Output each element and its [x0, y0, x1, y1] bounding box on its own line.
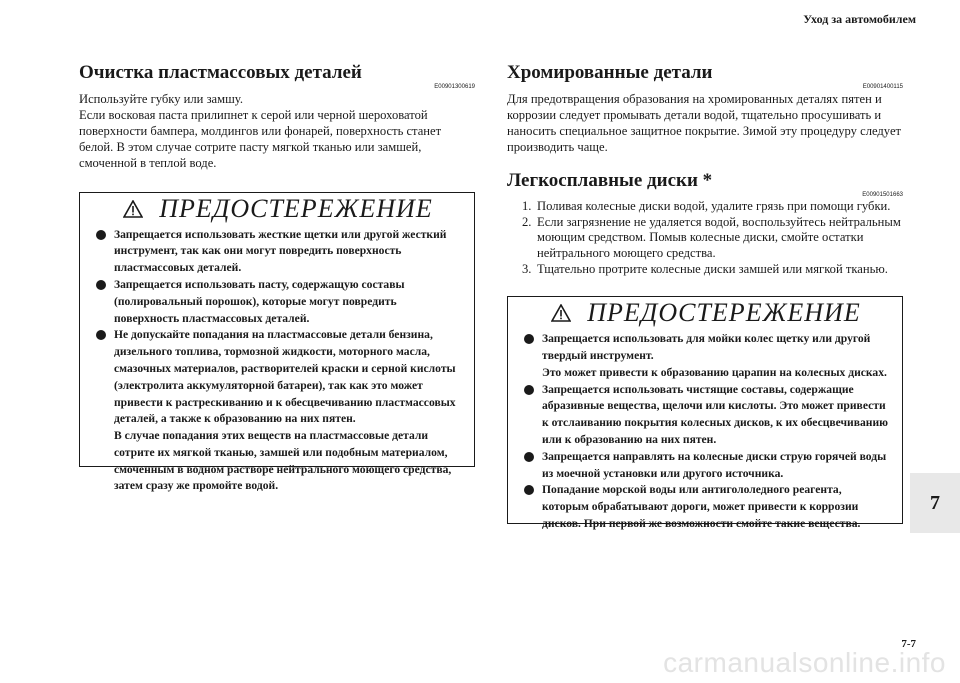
left-column [79, 62, 475, 493]
warning-item-text: Запрещается использовать для мойки колес щетку или другой твердый инструмент. [542, 332, 871, 362]
watermark: carmanualsonline.info [663, 647, 946, 678]
warning-header [94, 193, 462, 225]
warning-box-wheels [507, 296, 903, 530]
chapter-tab: 7 [910, 473, 960, 533]
section-code-chrome: E00901400115 [862, 84, 903, 90]
warning-item [94, 227, 462, 277]
bullet-icon [96, 330, 106, 340]
warning-item [522, 382, 890, 449]
warning-item-text: Запрещается направлять на колесные диски струю горячей воды из моечной установки или другого источника. [542, 449, 887, 480]
warning-triangle-icon [123, 200, 143, 218]
warning-item-extra: Это может привести к образованию царапин на колесных дисках. [542, 365, 887, 379]
section-title-plastic: Очистка пластмассовых деталей [79, 62, 362, 83]
running-header: Уход за автомобилем [803, 12, 916, 26]
bullet-icon [96, 280, 106, 290]
bullet-icon [524, 452, 534, 462]
warning-item-extra: В случае попадания этих веществ на пластмассовые детали сотрите их мягкой тканью, замшей или подобным материалом, смоченным в водном растворе нейтрального моющего средства, затем сразу же промойте водой. [114, 429, 452, 493]
warning-item [94, 327, 462, 495]
bullet-icon [96, 230, 106, 240]
step-number: 2. [522, 214, 532, 229]
step-item [507, 199, 903, 215]
bullet-icon [524, 385, 534, 395]
section-title-wheels: Легкосплавные диски * [507, 169, 713, 191]
section-title-chrome: Хромированные детали [507, 62, 713, 83]
warning-item [94, 277, 462, 327]
warning-item-text: Не допускайте попадания на пластмассовые детали бензина, дизельного топлива, тормозной жидкости, моторного масла, смазочных материалов, растворителей краски и серной кислоты (электролита аккумуляторной батареи), так как это может привести к растрескиванию и к обесцвечиванию пластмассовых деталей, а также к образованию на них пятен. [114, 328, 456, 426]
page-number: 7-7 [901, 638, 916, 650]
warning-title: ПРЕДОСТЕРЕЖЕНИЕ [159, 193, 433, 223]
warning-item-text: Запрещается использовать чистящие составы, содержащие абразивные вещества, щелочи или кислоты. Это может привести к отслаиванию покрытия колесных дисков, к их обесцвечиванию или к образованию на них пятен. [542, 382, 889, 446]
step-text: Поливая колесные диски водой, удалите грязь при помощи губки. [537, 198, 891, 213]
warning-header [522, 297, 890, 329]
warning-item-text: Запрещается использовать жесткие щетки или другой жесткий инструмент, так как они могут повредить поверхность пластмассовых деталей. [114, 227, 447, 275]
plastic-body [79, 92, 475, 172]
chrome-body [507, 92, 903, 156]
warning-item-text: Запрещается использовать пасту, содержащую составы (полировальный порошок), которые могут повредить поверхность пластмассовых деталей. [114, 277, 405, 325]
section-code-wheels: E00901501663 [862, 191, 903, 198]
step-text: Тщательно протрите колесные диски замшей или мягкой тканью. [537, 262, 888, 277]
warning-box-plastic [79, 192, 475, 493]
right-column [507, 62, 903, 530]
bullet-icon [524, 485, 534, 495]
section-code-plastic: E00901300619 [434, 84, 475, 90]
warning-triangle-icon [551, 304, 571, 322]
step-item [507, 262, 903, 278]
plastic-paragraph-1: Используйте губку или замшу. [79, 92, 243, 106]
step-number: 3. [522, 262, 532, 277]
plastic-paragraph-2: Если восковая паста прилипнет к серой или черной шероховатой поверхности бампера, молдингов или фонарей, поверхность станет белой. В этом случае сотрите пасту мягкой тканью или замшей, смоченной в теплой воде. [79, 107, 442, 170]
step-text: Если загрязнение не удаляется водой, воспользуйтесь нейтральным моющим средством. Помыв колесные диски, смойте остатки нейтрального моющего средства. [537, 214, 901, 261]
bullet-icon [524, 334, 534, 344]
warning-title: ПРЕДОСТЕРЕЖЕНИЕ [587, 298, 861, 328]
step-item [507, 215, 903, 263]
warning-item [522, 449, 890, 483]
chrome-paragraph: Для предотвращения образования на хромированных деталях пятен и коррозии следует промывать детали водой, тщательно просушивать и наносить специальное защитное покрытие. Зимой эту процедуру следует производить чаще. [507, 92, 902, 154]
warning-item [522, 331, 890, 381]
warning-item-text: Попадание морской воды или антигололедного реагента, которым обрабатывают дороги, может привести к коррозии дисков. При первой же возможности смойте такие вещества. [542, 483, 861, 530]
wheel-steps [507, 199, 903, 279]
warning-item [522, 482, 890, 532]
step-number: 1. [522, 198, 532, 213]
